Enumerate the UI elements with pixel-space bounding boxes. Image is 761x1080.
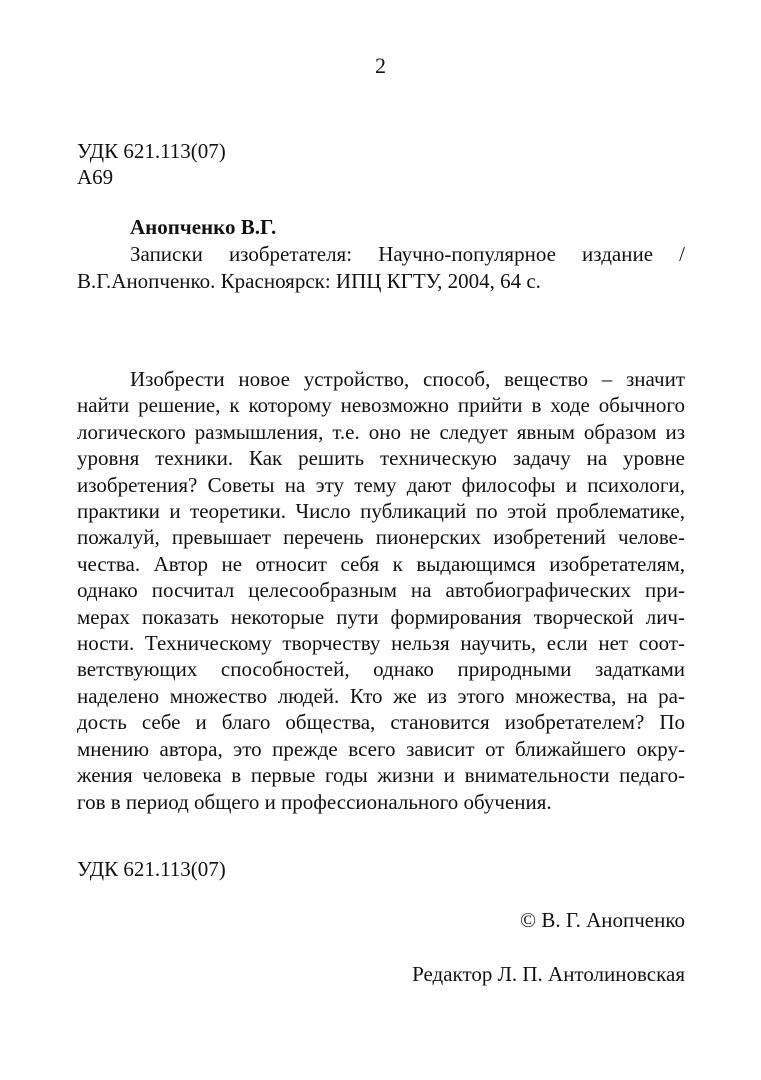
udk-footer: УДК 621.113(07) <box>77 857 226 881</box>
author-mark: А69 <box>77 165 114 189</box>
abstract <box>77 366 685 815</box>
copyright-notice: © В. Г. Анопченко <box>520 908 685 932</box>
udk-code: УДК 621.113(07) <box>77 139 226 163</box>
author-name: Анопченко В.Г. <box>130 215 277 239</box>
page-number: 2 <box>375 53 386 78</box>
editor-credit: Редактор Л. П. Антолиновская <box>412 962 685 986</box>
bibliographic-line-1: Записки изобретателя: Научно-популярное издание / <box>130 242 685 266</box>
abstract-line: Изобрести новое устройство, способ, вещество – значит <box>130 367 685 391</box>
abstract-line: мнению автора, это прежде всего зависит от ближайшего окру- <box>77 736 685 761</box>
bibliographic-description <box>77 214 685 295</box>
bibliographic-line-2: В.Г.Анопченко. Красноярск: ИПЦ КГТУ, 2004, 64 с. <box>77 269 541 293</box>
abstract-line: чества. Автор не относит себя к выдающимся изобретателям, <box>77 551 685 576</box>
abstract-line: изобретения? Советы на эту тему дают философы и психологи, <box>77 472 685 497</box>
abstract-line: практики и теоретики. Число публикаций по этой проблематике, <box>77 499 685 524</box>
abstract-line: ветствующих способностей, однако природными задатками <box>77 657 685 682</box>
udk-header <box>77 138 226 190</box>
abstract-line: найти решение, к которому невозможно прийти в ходе обычного <box>77 393 685 418</box>
abstract-line: пожалуй, превышает перечень пионерских изобретений челове- <box>77 525 685 550</box>
abstract-line: гов в период общего и профессионального обучения. <box>77 789 552 814</box>
abstract-line: ности. Техническому творчеству нельзя научить, если нет соот- <box>77 631 685 656</box>
abstract-line: дость себе и благо общества, становится изобретателем? По <box>77 710 685 735</box>
abstract-line: жения человека в первые годы жизни и внимательности педаго- <box>77 763 685 788</box>
abstract-line: уровня техники. Как решить техническую задачу на уровне <box>77 446 685 471</box>
abstract-line: однако посчитал целесообразным на автобиографических при- <box>77 578 685 603</box>
abstract-line: наделено множество людей. Кто же из этого множества, на ра- <box>77 683 685 708</box>
abstract-line: мерах показать некоторые пути формирования творческой лич- <box>77 604 685 629</box>
abstract-line: логического размышления, т.е. оно не следует явным образом из <box>77 419 685 444</box>
